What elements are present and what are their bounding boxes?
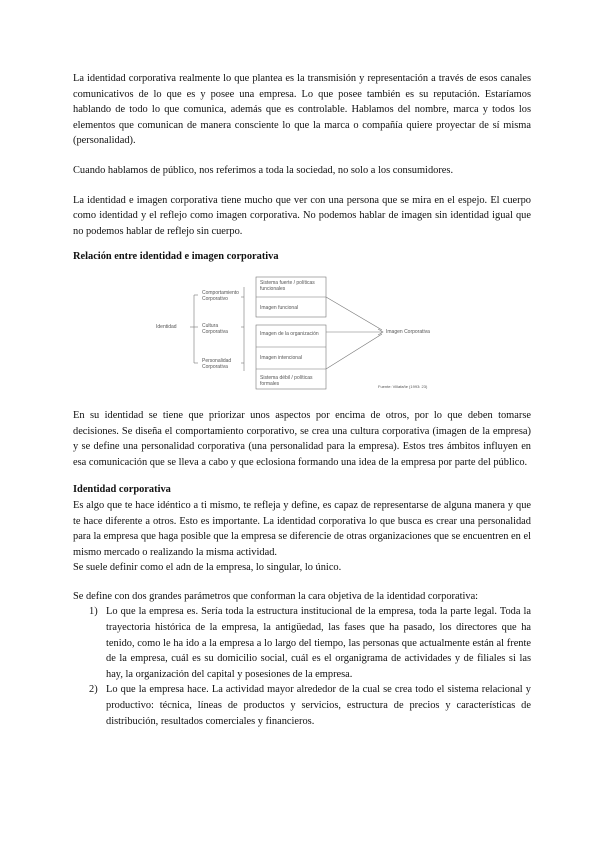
heading-identidad-corporativa: Identidad corporativa — [73, 484, 171, 496]
diagram-comportamiento-label: Comportamiento Corporativo — [202, 289, 239, 302]
list-item — [73, 604, 531, 682]
paragraph-priorizar: En su identidad se tiene que priorizar unos aspectos por encima de otros, por lo que deben tomarse decisiones. Se diseña el comportamiento corporativo, se crea una cultura corporativa (imagen de la empresa) y se define una personalidad corporativa (una personalidad para la empresa). Estos tres ámbitos influyen en esa comunicación que se lleva a cabo y que eclosiona formando una idea de la empresa por parte del público. — [73, 409, 531, 468]
list-item-text: Lo que la empresa hace. La actividad mayor alrededor de la cual se crea todo el sistema relacional y productivo: técnica, líneas de productos y servicios, estructura de precios y características de distribución, resultados comerciales y financieros. — [106, 684, 531, 727]
paragraph-adn: Se suele definir como el adn de la empresa, lo singular, lo único. — [73, 562, 342, 574]
identity-image-diagram — [156, 275, 446, 393]
paragraph-espejo: La identidad e imagen corporativa tiene mucho que ver con una persona que se mira en el espejo. El cuerpo como identidad y el reflejo como imagen corporativa. No podemos hablar de imagen sin identidad igual que no podemos hablar de reflejo sin cuerpo. — [73, 194, 531, 237]
diagram-imagen-organizacion-label: Imagen de la organización — [260, 330, 319, 337]
diagram-source-caption: Fuente: Villafañe (1993: 23) — [378, 383, 428, 389]
list-item-text: Lo que la empresa es. Sería toda la estructura institucional de la empresa, toda la parte legal. Toda la trayectoria histórica de la empresa, la antigüedad, las fases que ha pasado, los directores que ha tenido, como le ha ido a la empresa a lo largo del tiempo, las personas que actualmente están al frente de la empresa, cuál es su domicilio social, cuál es el organigrama de actividades y de filiales si las hay, la organización del capital y posesiones de la empresa. — [106, 606, 531, 680]
diagram-sistema-fuerte-label: Sistema fuerte / políticas funcionales — [260, 279, 315, 292]
diagram-imagen-corporativa-label: Imagen Corporativa — [386, 328, 430, 335]
paragraph-publico: Cuando hablamos de público, nos referimos a toda la sociedad, no solo a los consumidores. — [73, 164, 454, 176]
list-item-number: 1) — [89, 606, 98, 618]
diagram-imagen-funcional-label: Imagen funcional — [260, 304, 299, 311]
list-item-number: 2) — [89, 684, 98, 696]
document-page — [73, 71, 531, 729]
diagram-cultura-label: Cultura Corporativa — [202, 322, 228, 335]
paragraph-identidad-corporativa: La identidad corporativa realmente lo que plantea es la transmisión y representación a través de esos canales comunicativos de lo que es y posee una empresa. Lo que posee también es su reputación. Estaríamos hablando de todo lo que comunica, además que es controlable. Hablamos del nombre, marca y todos los elementos que comunican de manera consciente lo que la marca o compañía quiere proyectar de sí misma (personalidad). — [73, 73, 531, 147]
diagram-imagen-intencional-label: Imagen intencional — [260, 354, 302, 361]
diagram-identidad-label: Identidad — [156, 323, 177, 330]
parametros-list — [73, 604, 531, 729]
paragraph-identico: Es algo que te hace idéntico a ti mismo, te refleja y define, es capaz de representarse de alguna manera y que te hace diferente a otros. Esto es importante. La identidad corporativa lo que busca es crear una personalidad para la empresa que haga posible que la empresa se diferencie de otras organizaciones que se encuentren en el mismo mercado o realizando la misma actividad. — [73, 499, 531, 558]
heading-relacion: Relación entre identidad e imagen corporativa — [73, 251, 279, 263]
diagram-personalidad-label: Personalidad Corporativa — [202, 357, 232, 370]
diagram-sistema-debil-label: Sistema débil / políticas formales — [260, 374, 313, 387]
paragraph-parametros: Se define con dos grandes parámetros que conforman la cara objetiva de la identidad corporativa: — [73, 590, 479, 602]
list-item — [73, 682, 531, 729]
